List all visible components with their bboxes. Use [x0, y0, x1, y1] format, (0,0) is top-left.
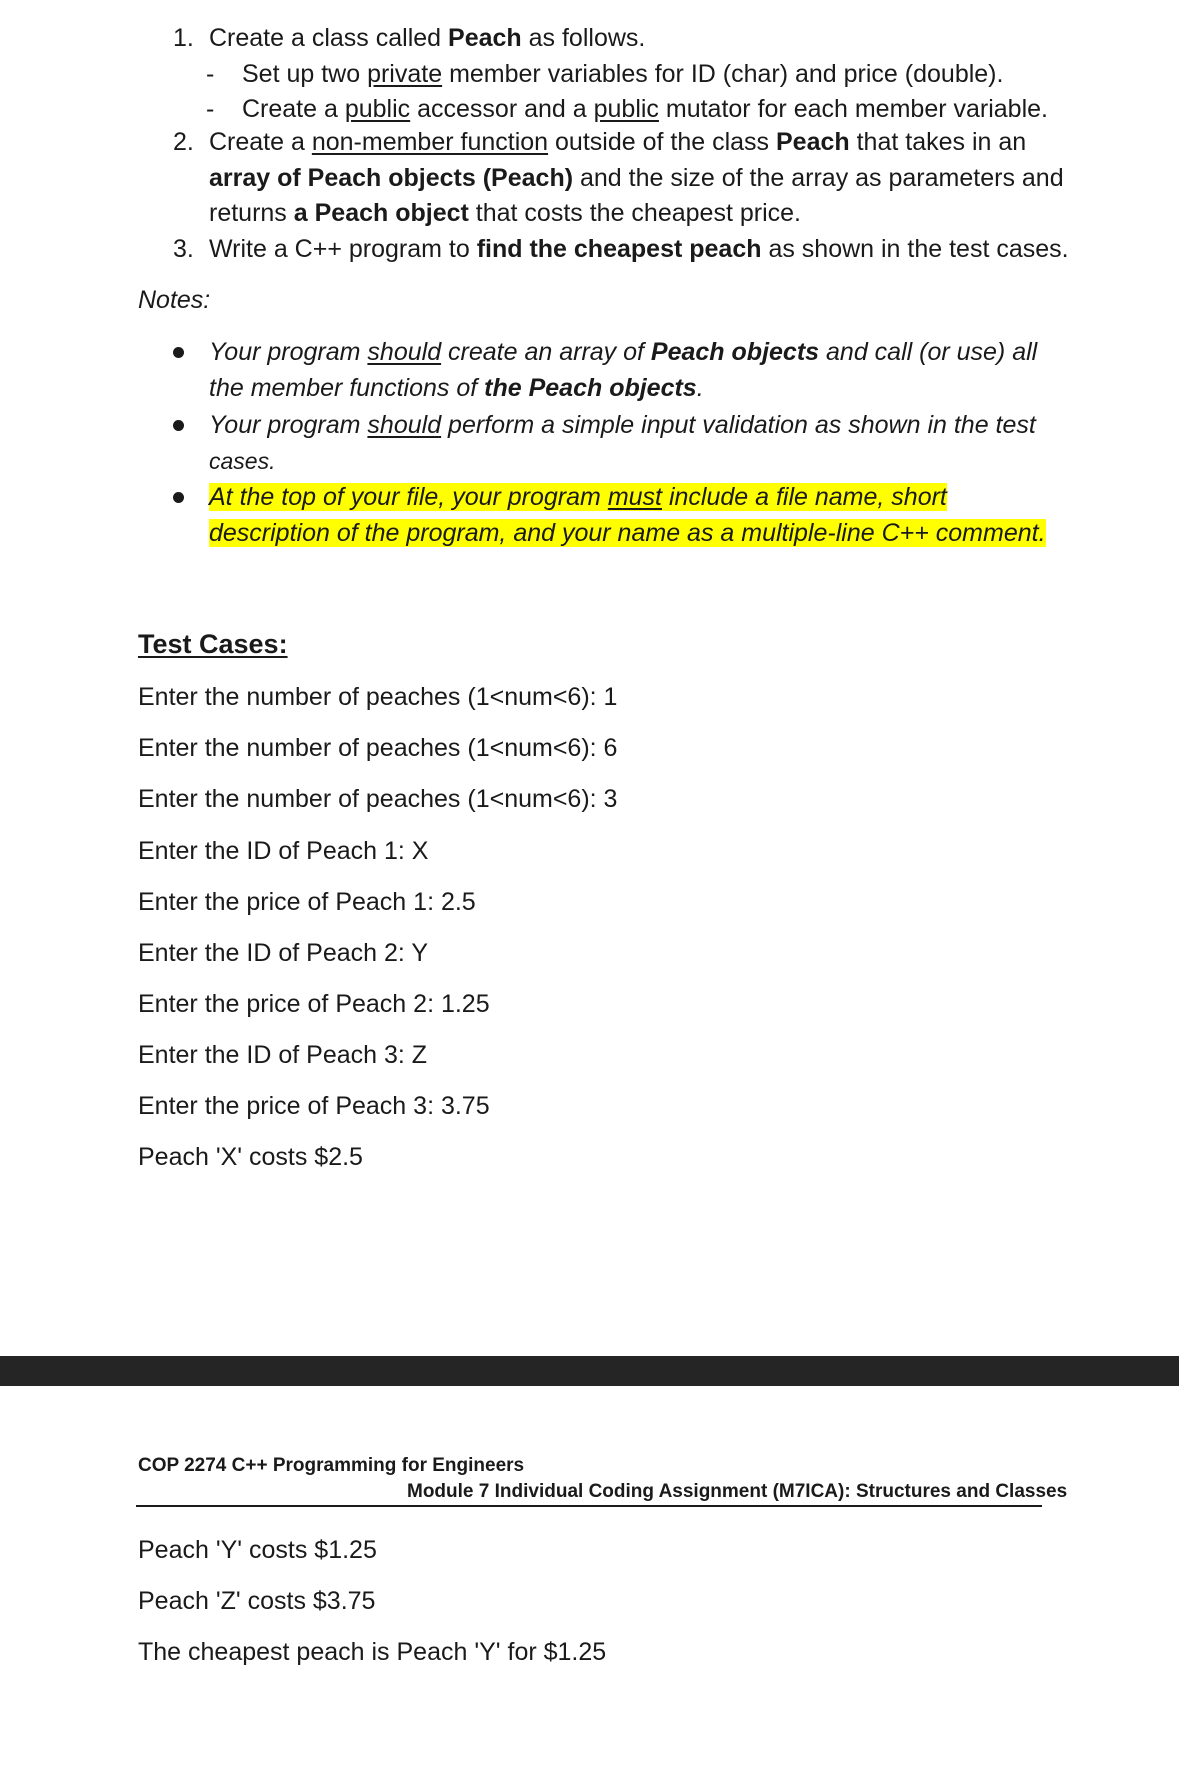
- bullet-1: [173, 347, 184, 358]
- test-line: Enter the ID of Peach 3: Z: [138, 1041, 428, 1069]
- test-line: The cheapest peach is Peach 'Y' for $1.25: [138, 1638, 607, 1666]
- instruction-3: 3. Write a C++ program to find the cheapest peach as shown in the test cases.: [173, 235, 1069, 263]
- test-line: Peach 'Z' costs $3.75: [138, 1587, 376, 1615]
- bullet-3: [173, 492, 184, 503]
- bullet-2: [173, 420, 184, 431]
- notes-title: Notes:: [138, 286, 211, 314]
- note-1-line-2: the member functions of the Peach objects.: [209, 374, 704, 402]
- header-rule: [136, 1505, 1042, 1507]
- course-title: COP 2274 C++ Programming for Engineers: [138, 1455, 525, 1476]
- test-line: Enter the price of Peach 1: 2.5: [138, 888, 476, 916]
- instruction-1: 1. Create a class called Peach as follows.: [173, 24, 646, 52]
- sub-instruction-1: - Set up two private member variables for ID (char) and price (double).: [206, 60, 1004, 88]
- instruction-2-line-3: returns a Peach object that costs the cheapest price.: [209, 199, 801, 227]
- note-3-line-1: [209, 479, 947, 515]
- note-2-line-1: Your program should perform a simple input validation as shown in the test: [209, 411, 1036, 439]
- test-line: Enter the number of peaches (1<num<6): 6: [138, 734, 618, 762]
- test-line: Peach 'X' costs $2.5: [138, 1143, 363, 1171]
- module-title: Module 7 Individual Coding Assignment (M7ICA): Structures and Classes: [407, 1481, 1068, 1502]
- note-1-line-1: Your program should create an array of Peach objects and call (or use) all: [209, 338, 1038, 366]
- test-line: Enter the number of peaches (1<num<6): 3: [138, 785, 618, 813]
- test-cases-title: Test Cases:: [138, 629, 288, 659]
- test-line: Enter the price of Peach 2: 1.25: [138, 990, 490, 1018]
- instruction-2: 2. Create a non-member function outside of the class Peach that takes in an: [173, 128, 1027, 156]
- note-3-line-2: description of the program, and your name as a multiple-line C++ comment.: [209, 519, 1046, 547]
- note-2-line-2: cases.: [209, 448, 276, 474]
- sub-instruction-2: - Create a public accessor and a public mutator for each member variable.: [206, 95, 1048, 123]
- highlight: At the top of your file, your program must include a file name, short: [209, 483, 947, 511]
- test-line: Peach 'Y' costs $1.25: [138, 1536, 377, 1564]
- test-line: Enter the ID of Peach 2: Y: [138, 939, 428, 967]
- test-line: Enter the number of peaches (1<num<6): 1: [138, 683, 618, 711]
- test-line: Enter the ID of Peach 1: X: [138, 837, 429, 865]
- test-line: Enter the price of Peach 3: 3.75: [138, 1092, 490, 1120]
- page-break-band: [0, 1356, 1179, 1386]
- instruction-2-line-2: array of Peach objects (Peach) and the size of the array as parameters and: [209, 164, 1064, 192]
